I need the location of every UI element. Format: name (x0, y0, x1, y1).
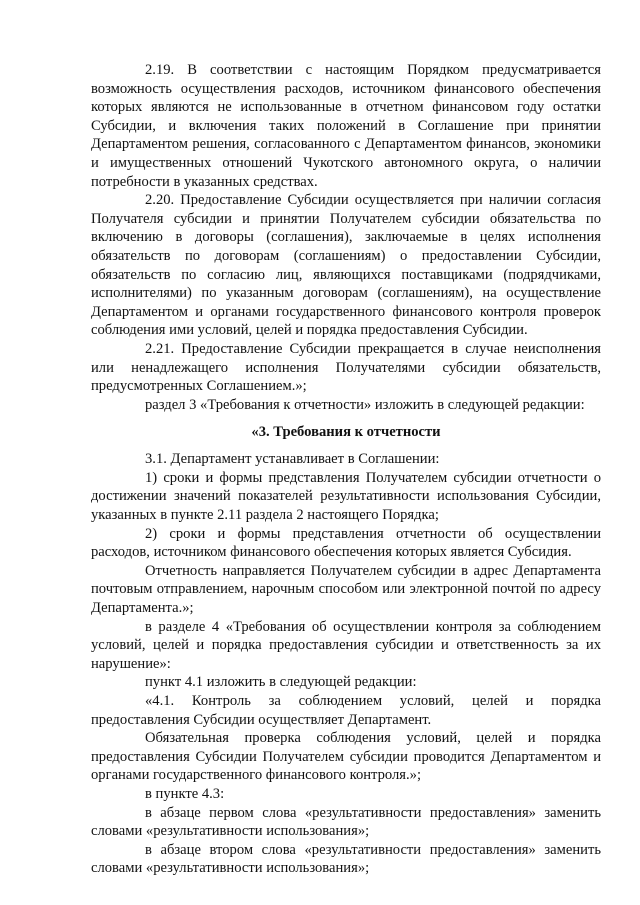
paragraph-section-3-intro: раздел 3 «Требования к отчетности» изложить в следующей редакции: (145, 396, 585, 413)
document-body (91, 61, 601, 878)
paragraph-3-1-item-2: 2) сроки и формы представления отчетности об осуществлении расходов, источником финансового обеспечения которых является Субсидия. (91, 525, 601, 561)
section-3-heading: «3. Требования к отчетности (251, 424, 441, 441)
paragraph-4-1-intro: пункт 4.1 изложить в следующей редакции: (145, 674, 417, 691)
paragraph-section-4-intro: в разделе 4 «Требования об осуществлении контроля за соблюдением условий, целей и порядка предоставления субсидии и ответственность за их нарушение»: (91, 618, 601, 672)
paragraph-4-3-intro: в пункте 4.3: (145, 785, 225, 802)
paragraph-3-1: 3.1. Департамент устанавливает в Соглашении: (145, 451, 440, 468)
paragraph-4-3-first-para: в абзаце первом слова «результативности предоставления» заменить словами «результативности использования»; (91, 804, 601, 840)
paragraph-2-21: 2.21. Предоставление Субсидии прекращается в случае неисполнения или ненадлежащего исполнения Получателями субсидии обязательств, предусмотренных Соглашением.»; (91, 340, 601, 395)
paragraph-reporting-delivery: Отчетность направляется Получателем субсидии в адрес Департамента почтовым отправлением, нарочным способом или электронной почтой по адресу Департамента.»; (91, 562, 601, 617)
paragraph-3-1-item-1: 1) сроки и формы представления Получателем субсидии отчетности о достижении значений показателей результативности использования Субсидии, указанных в пункте 2.11 раздела 2 настоящего Порядка; (91, 469, 601, 524)
paragraph-2-20: 2.20. Предоставление Субсидии осуществляется при наличии согласия Получателя субсидии и принятии Получателем субсидии обязательства по включению в договоры (соглашения), заключаемые в целях исполнения обязательств по договорам (соглашениям) о предоставлении Субсидии, обязательств по согласию лиц, являющихся поставщиками (подрядчиками, исполнителями) по указанным договорам (соглашениям), на осуществление Департаментом и органами государственного финансового контроля проверок соблюдения ими условий, целей и порядка предоставления Субсидии. (91, 192, 601, 339)
paragraph-4-1: «4.1. Контроль за соблюдением условий, целей и порядка предоставления Субсидии осуществляет Департамент. (91, 693, 601, 728)
paragraph-4-3-second-para: в абзаце втором слова «результативности предоставления» заменить словами «результативности использования»; (91, 841, 601, 877)
paragraph-mandatory-check: Обязательная проверка соблюдения условий, целей и порядка предоставления Субсидии Получателем субсидии проводится Департаментом и органами государственного финансового контроля.»; (91, 730, 601, 784)
paragraph-2-19: 2.19. В соответствии с настоящим Порядком предусматривается возможность осуществления расходов, источником финансового обеспечения которых являются не использованные в отчетном финансовом году остатки Субсидии, и включения таких положений в Соглашение при принятии Департаментом решения, согласованного с Департаментом финансов, экономики и имущественных отношений Чукотского автономного округа, о наличии потребности в указанных средствах. (91, 62, 601, 190)
